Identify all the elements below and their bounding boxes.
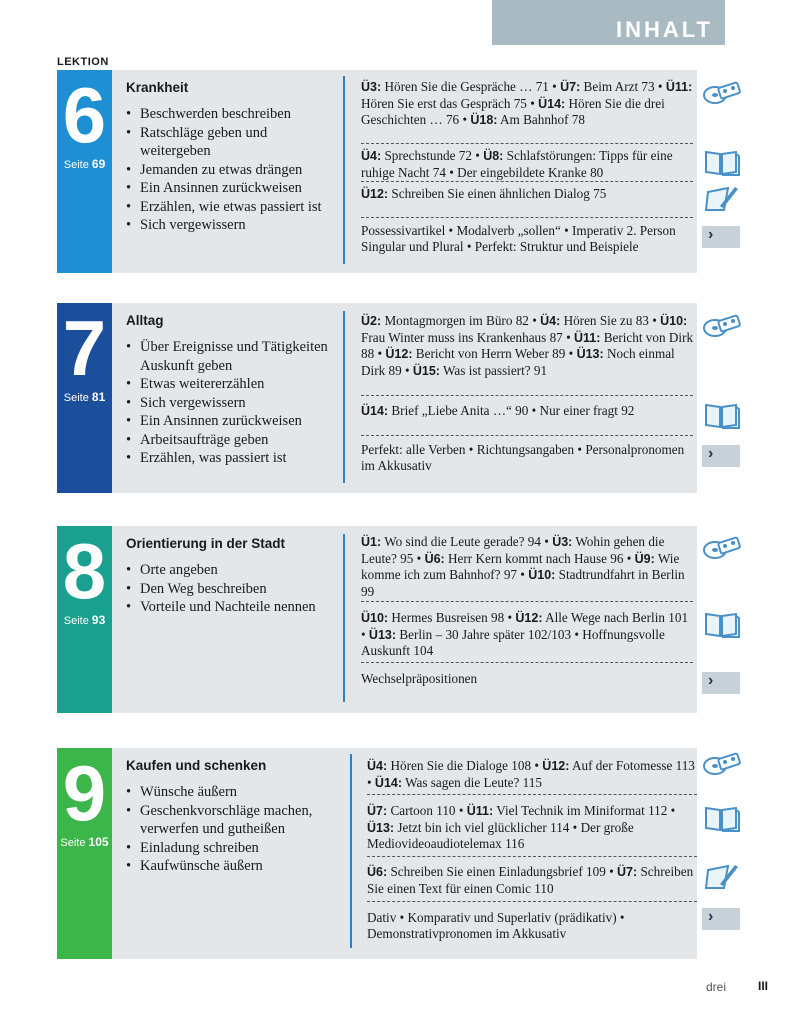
section-divider [361, 435, 693, 436]
cd-icon[interactable] [702, 750, 742, 778]
section-divider [367, 856, 697, 857]
goal-item: • Kaufwünsche äußern [126, 857, 341, 876]
lesson-number: 8 [62, 527, 107, 615]
lesson-number-box[interactable] [57, 526, 112, 713]
section-divider [361, 662, 693, 663]
seite-label: Seite 69 [63, 157, 106, 171]
lesson-title: Orientierung in der Stadt [126, 536, 286, 551]
lesson-7 [57, 303, 714, 493]
lesson-goals [126, 783, 341, 876]
lesson-title: Kaufen und schenken [126, 758, 267, 773]
goal-item: • Orte angeben [126, 561, 341, 580]
lesson-number: 9 [62, 749, 107, 837]
goal-item: • Ein Ansinnen zurückweisen [126, 179, 341, 198]
goal-item: • Wünsche äußern [126, 783, 341, 802]
lesen-section: Ü14: Brief „Liebe Anita …“ 90 • Nur einer fragt 92 [361, 403, 635, 418]
divider-line [343, 76, 345, 264]
inhalt-title: INHALT [615, 17, 713, 42]
goal-item: • Ratschläge geben und weitergeben [126, 124, 341, 161]
section-divider [361, 601, 693, 602]
goal-item: • Geschenkvorschläge machen, verwerfen und gutheißen [126, 802, 341, 839]
divider-line [343, 311, 345, 483]
section-divider [367, 794, 697, 795]
goal-item: • Etwas weitererzählen [126, 375, 341, 394]
lesen-section: Ü10: Hermes Busreisen 98 • Ü12: Alle Wege nach Berlin 101 • Ü13: Berlin – 30 Jahre später 102/103 • Hoffnungsvolle Auskunft 104 [361, 610, 689, 658]
grammatik-section: Possessivartikel • Modalverb „sollen“ • Imperativ 2. Person Singular und Plural • Perfekt: Struktur und Beispiele [361, 223, 676, 254]
grammar-arrow-button[interactable]: › [702, 672, 740, 694]
goal-item: • Erzählen, wie etwas passiert ist [126, 198, 341, 217]
goal-item: • Sich vergewissern [126, 394, 341, 413]
hoeren-section: Ü4: Hören Sie die Dialoge 108 • Ü12: Auf der Fotomesse 113 • Ü14: Was sagen die Leute? 115 [367, 758, 695, 790]
grammatik-section: Wechselpräpositionen [361, 671, 478, 686]
book-icon[interactable] [702, 610, 742, 638]
lesson-title: Krankheit [126, 80, 189, 95]
section-divider [361, 181, 693, 182]
goal-item: • Den Weg beschreiben [126, 580, 341, 599]
lesson-number-box[interactable] [57, 303, 112, 493]
lektion-label: LEKTION [57, 56, 109, 68]
goal-item: • Arbeitsaufträge geben [126, 431, 341, 450]
section-divider [361, 217, 693, 218]
lesson-goals [126, 561, 341, 617]
hoeren-section: Ü1: Wo sind die Leute gerade? 94 • Ü3: Wohin gehen die Leute? 95 • Ü6: Herr Kern kommt nach Hause 96 • Ü9: Wie komme ich zum Bahnhof? 97 • Ü10: Stadtrundfahrt in Berlin 99 [361, 534, 685, 599]
goal-item: • Vorteile und Nachteile nennen [126, 598, 341, 617]
lesson-title: Alltag [126, 313, 164, 328]
pen-icon[interactable] [702, 184, 742, 212]
lesson-number-box[interactable] [57, 70, 112, 273]
grammatik-section: Perfekt: alle Verben • Richtungsangaben • Personalpronomen im Akkusativ [361, 442, 685, 473]
inhalt-banner [492, 0, 725, 45]
cd-icon[interactable] [702, 312, 742, 340]
book-icon[interactable] [702, 804, 742, 832]
goal-item: • Beschwerden beschreiben [126, 105, 341, 124]
lesen-section: Ü4: Sprechstunde 72 • Ü8: Schlafstörungen: Tipps für eine ruhige Nacht 74 • Der eingebildete Kranke 80 [361, 148, 673, 180]
cd-icon[interactable] [702, 79, 742, 107]
lesson-number-box[interactable] [57, 748, 112, 959]
lesen-section: Ü7: Cartoon 110 • Ü11: Viel Technik im Miniformat 112 • Ü13: Jetzt bin ich viel glücklicher 114 • Der große Mediovideoaudiotelemax 116 [367, 803, 676, 851]
goal-item: • Erzählen, was passiert ist [126, 449, 341, 468]
pen-icon[interactable] [702, 862, 742, 890]
page-number-roman: III [758, 979, 769, 993]
lesson-number: 7 [62, 304, 107, 392]
lesson-goals [126, 338, 341, 468]
lesson-number: 6 [62, 71, 107, 159]
schreiben-section: Ü6: Schreiben Sie einen Einladungsbrief 109 • Ü7: Schreiben Sie einen Text für einen Comic 110 [367, 864, 694, 896]
seite-label: Seite 93 [63, 613, 106, 627]
lesson-8 [57, 526, 714, 713]
divider-line [350, 754, 352, 948]
goal-item: • Über Ereignisse und Tätigkeiten Auskunft geben [126, 338, 341, 375]
hoeren-section: Ü2: Montagmorgen im Büro 82 • Ü4: Hören Sie zu 83 • Ü10: Frau Winter muss ins Krankenhaus 87 • Ü11: Bericht von Dirk 88 • Ü12: Bericht von Herrn Weber 89 • Ü13: Noch einmal Dirk 89 • Ü15: Was ist passiert? 91 [361, 313, 694, 378]
book-icon[interactable] [702, 401, 742, 429]
seite-label: Seite 105 [60, 835, 109, 849]
lesson-9 [57, 748, 714, 959]
section-divider [367, 901, 697, 902]
hoeren-section: Ü3: Hören Sie die Gespräche … 71 • Ü7: Beim Arzt 73 • Ü11: Hören Sie erst das Gespräch 75 • Ü14: Hören Sie die drei Geschichten … 76 • Ü18: Am Bahnhof 78 [361, 79, 693, 127]
lesson-goals [126, 105, 341, 235]
divider-line [343, 534, 345, 702]
seite-label: Seite 81 [63, 390, 106, 404]
lesson-6 [57, 70, 714, 273]
grammar-arrow-button[interactable]: › [702, 908, 740, 930]
grammatik-section: Dativ • Komparativ und Superlativ (prädikativ) • Demonstrativpronomen im Akkusativ [367, 910, 625, 941]
goal-item: • Sich vergewissern [126, 216, 341, 235]
grammar-arrow-button[interactable]: › [702, 445, 740, 467]
schreiben-section: Ü12: Schreiben Sie einen ähnlichen Dialog 75 [361, 186, 607, 201]
goal-item: • Jemanden zu etwas drängen [126, 161, 341, 180]
goal-item: • Ein Ansinnen zurückweisen [126, 412, 341, 431]
goal-item: • Einladung schreiben [126, 839, 341, 858]
grammar-arrow-button[interactable]: › [702, 226, 740, 248]
book-icon[interactable] [702, 148, 742, 176]
cd-icon[interactable] [702, 534, 742, 562]
section-divider [361, 395, 693, 396]
page-number-word: drei [706, 980, 727, 994]
section-divider [361, 143, 693, 144]
